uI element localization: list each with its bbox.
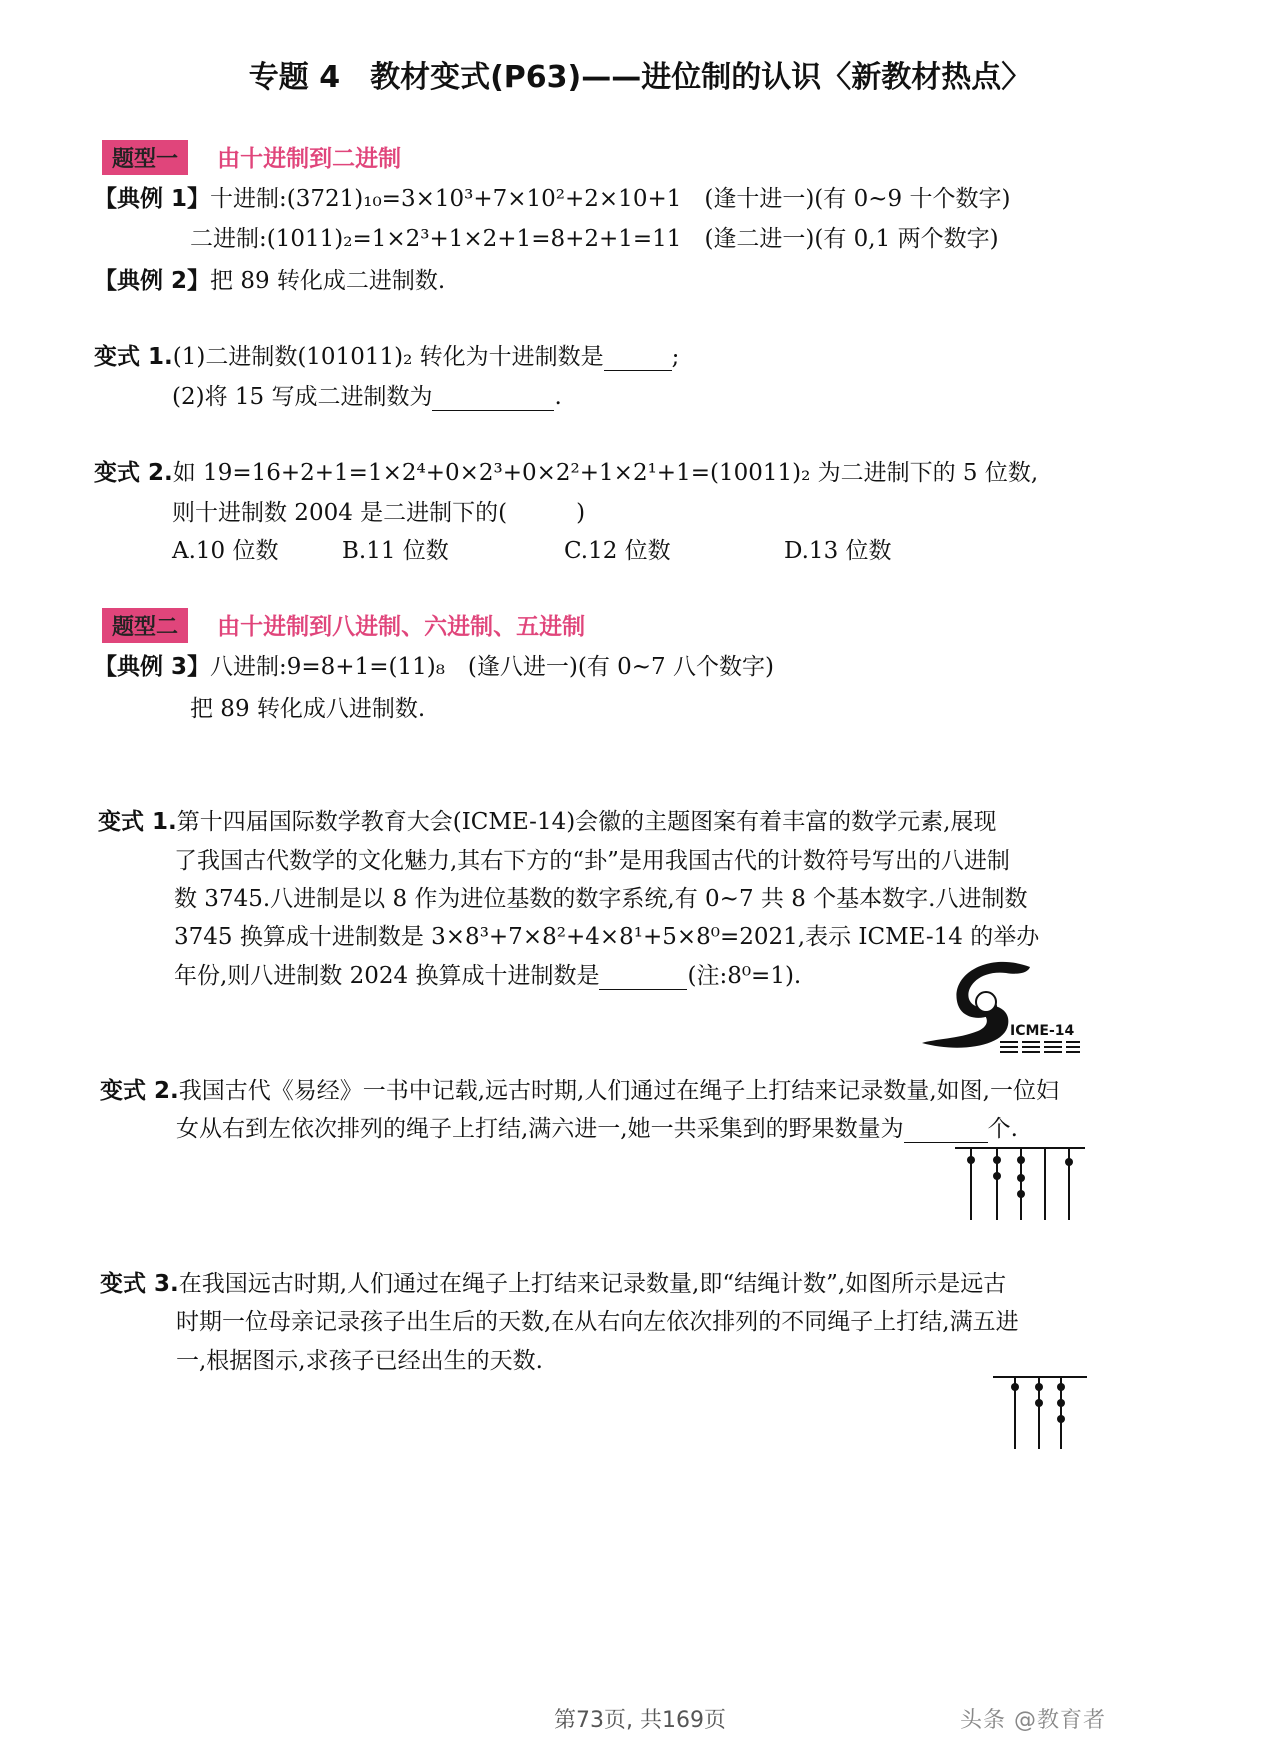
option-c[interactable]: C.12 位数 (564, 538, 671, 564)
example3-line2: 把 89 转化成八进制数. (190, 696, 426, 722)
page-title: 专题 4 教材变式(P63)——进位制的认识〈新教材热点〉 (248, 60, 1032, 95)
s2-variant3-line2: 时期一位母亲记录孩子出生后的天数,在从右向左依次排列的不同绳子上打结,满五进 (176, 1309, 1019, 1335)
knot-rope-figure-2 (993, 1373, 1089, 1453)
watermark: 头条 @教育者 (960, 1708, 1106, 1733)
s2-variant1-line1: 变式 1.第十四届国际数学教育大会(ICME-14)会徽的主题图案有着丰富的数学元素,展现 (98, 809, 997, 835)
option-a[interactable]: A.10 位数 (172, 538, 279, 564)
example2 (94, 262, 445, 295)
example3-label: 【典例 3】 (94, 654, 211, 680)
variant2-line2: 则十进制数 2004 是二进制下的( ) (172, 500, 586, 526)
section2-header (102, 608, 585, 643)
s2-variant3-label: 变式 3. (100, 1271, 179, 1297)
answer-blank[interactable] (599, 967, 687, 990)
s2-variant1-label: 变式 1. (98, 809, 177, 835)
s2-variant1-line4: 3745 换算成十进制数是 3×8³+7×8²+4×8¹+5×8⁰=2021,表示 ICME-14 的举办 (174, 924, 1040, 950)
s2-variant2-line2: 女从右到左依次排列的绳子上打结,满六进一,她一共采集到的野果数量为 个. (176, 1116, 1018, 1142)
section2-heading: 由十进制到八进制、六进制、五进制 (217, 614, 586, 640)
variant1-b: (2)将 15 写成二进制数为 . (172, 384, 562, 410)
example1-line2: 二进制:(1011)₂=1×2³+1×2+1=8+2+1=11 (逢二进一)(有 0,1 两个数字) (190, 226, 999, 252)
answer-blank[interactable] (904, 1120, 988, 1143)
example2-text: 把 89 转化成二进制数. (210, 268, 446, 294)
example1-label: 【典例 1】 (94, 186, 211, 212)
section2-tag: 题型二 (102, 608, 188, 643)
variant1-label: 变式 1. (94, 344, 173, 370)
page-number: 第73页, 共169页 (554, 1708, 726, 1733)
knot-rope-figure-1 (955, 1142, 1087, 1224)
s2-variant2-label: 变式 2. (100, 1078, 179, 1104)
variant1-a: 变式 1.(1)二进制数(101011)₂ 转化为十进制数是 ; (94, 344, 680, 370)
gua-symbols (1000, 1041, 1080, 1053)
s2-variant1-line3: 数 3745.八进制是以 8 作为进位基数的数字系统,有 0~7 共 8 个基本数字.八进制数 (174, 886, 1028, 912)
s2-variant3-line3: 一,根据图示,求孩子已经出生的天数. (176, 1348, 543, 1374)
example1-line1 (94, 180, 1010, 213)
section1-heading: 由十进制到二进制 (217, 146, 402, 172)
s2-variant1-line5: 年份,则八进制数 2024 换算成十进制数是 (注:8⁰=1). (174, 963, 802, 989)
option-d[interactable]: D.13 位数 (784, 538, 892, 564)
section1-header (102, 140, 401, 175)
answer-blank[interactable] (604, 348, 672, 371)
icme-logo (918, 955, 1088, 1055)
example1-text: 十进制:(3721)₁₀=3×10³+7×10²+2×10+1 (逢十进一)(有 0~9 十个数字) (210, 186, 1011, 212)
option-b[interactable]: B.11 位数 (342, 538, 449, 564)
variant2-line1: 变式 2.如 19=16+2+1=1×2⁴+0×2³+0×2²+1×2¹+1=(10011)₂ 为二进制下的 5 位数, (94, 460, 1039, 486)
s2-variant3-line1: 变式 3.在我国远古时期,人们通过在绳子上打结来记录数量,即“结绳计数”,如图所示是远古 (100, 1271, 1007, 1297)
variant2-label: 变式 2. (94, 460, 173, 486)
example3-line1: 【典例 3】八进制:9=8+1=(11)₈ (逢八进一)(有 0~7 八个数字) (94, 654, 774, 680)
example2-label: 【典例 2】 (94, 268, 211, 294)
s2-variant1-line2: 了我国古代数学的文化魅力,其右下方的“卦”是用我国古代的计数符号写出的八进制 (174, 848, 1010, 874)
icme-logo-text: ICME-14 (1010, 1023, 1075, 1039)
section1-tag: 题型一 (102, 140, 188, 175)
answer-blank[interactable] (432, 388, 554, 411)
s2-variant2-line1: 变式 2.我国古代《易经》一书中记载,远古时期,人们通过在绳子上打结来记录数量,如图,一位妇 (100, 1078, 1059, 1104)
